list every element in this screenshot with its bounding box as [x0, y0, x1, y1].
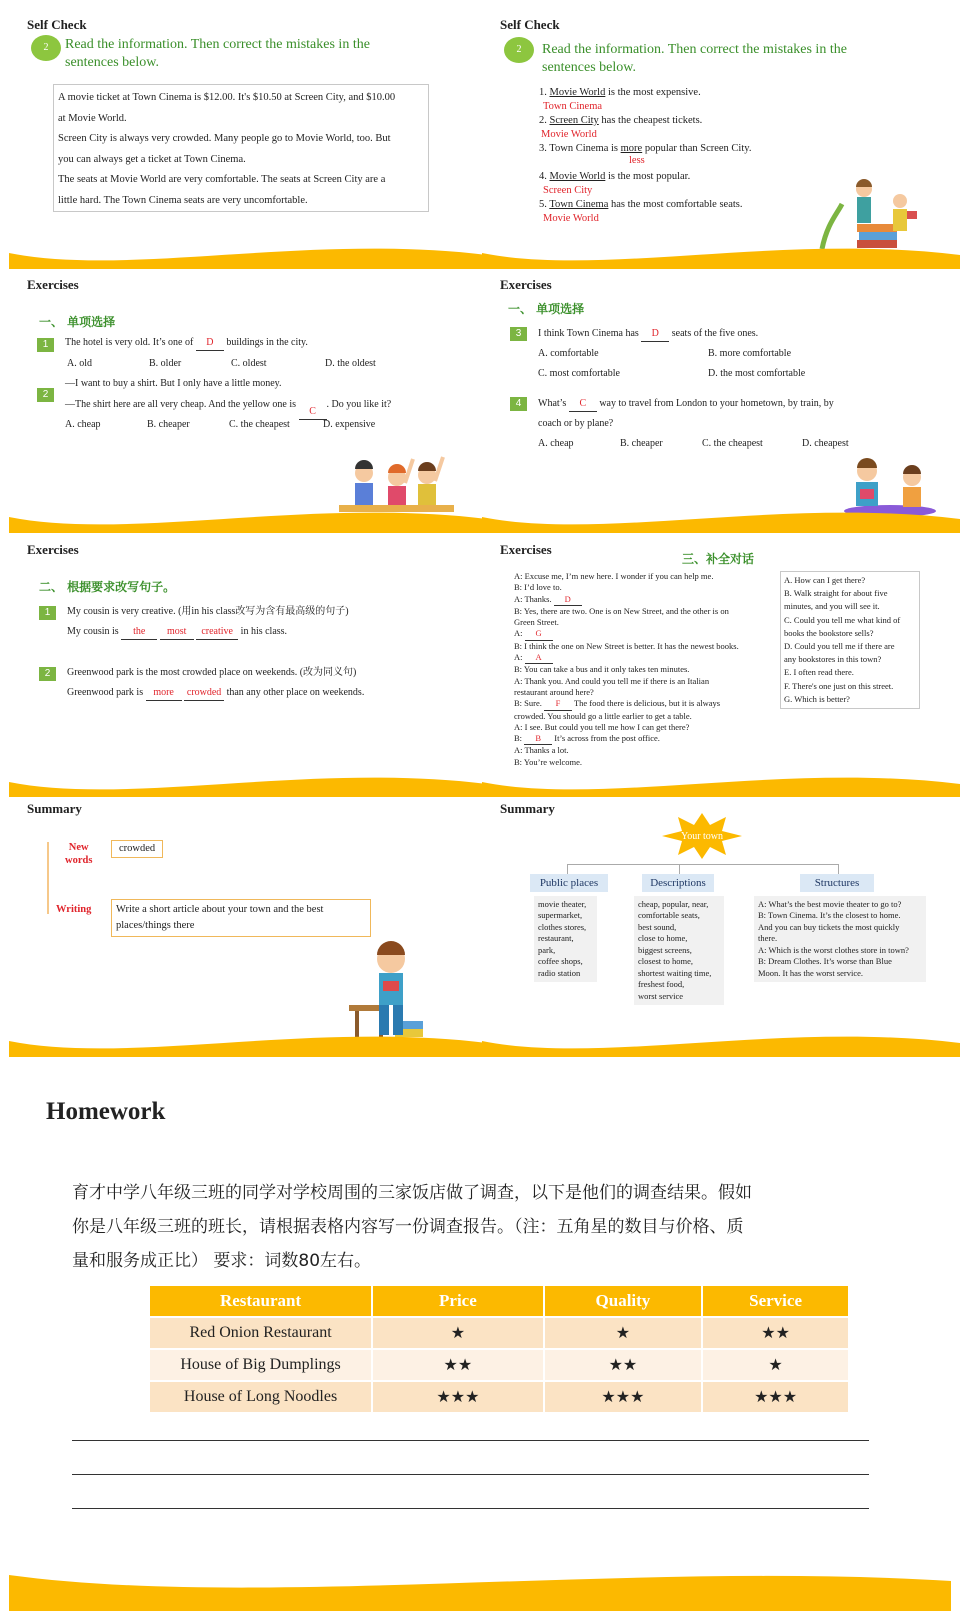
q3-option-b[interactable]: B. more comfortable [708, 348, 792, 359]
sentence-2: 2. Screen City has the cheapest tickets. [539, 115, 703, 126]
number-badge: 2 [504, 37, 534, 63]
slide-title: Self Check [27, 17, 87, 32]
q3-option-c[interactable]: C. most comfortable [538, 368, 620, 379]
fix-5: Movie World [543, 213, 599, 224]
new-words-label: New words [65, 842, 93, 866]
question-number-2: 2 [37, 388, 54, 402]
summary-item: coffee shops, [538, 956, 583, 967]
slide-title: Exercises [27, 277, 79, 292]
answer-line[interactable] [72, 1508, 869, 1509]
q4-option-d[interactable]: D. cheapest [802, 438, 849, 449]
answer-line[interactable] [72, 1474, 869, 1475]
writing-task: Write a short article about your town and the best places/things there [111, 899, 371, 937]
question-4: What’s C way to travel from London to your hometown, by train, by [538, 396, 834, 412]
table-row [150, 1317, 849, 1349]
wave-decoration [482, 239, 960, 269]
summary-item: best sound, [638, 921, 677, 932]
question-number-4: 4 [510, 397, 527, 411]
summary-item: clothes stores, [538, 921, 587, 932]
dialog-line: A: A [514, 652, 739, 664]
summary-item: freshest food, [638, 979, 685, 990]
section-heading: 三、补全对话 [682, 552, 755, 566]
q4-option-b[interactable]: B. cheaper [620, 438, 663, 449]
option-line: D. Could you tell me if there are [784, 641, 895, 652]
fix-1: Town Cinema [543, 101, 603, 112]
question-number-1: 1 [37, 338, 54, 352]
dialog-line: B: B It’s across from the post office. [514, 733, 739, 745]
summary-item: A: What’s the best movie theater to go to? [758, 899, 902, 909]
dialog-line: A: Excuse me, I’m new here. I wonder if you can help me. [514, 571, 714, 581]
dialog-line: B: Yes, there are two. One is on New Street, and the other is on [514, 605, 729, 616]
wave-decoration [9, 768, 487, 798]
summary-item: radio station [538, 967, 581, 978]
restaurant-name: Red Onion Restaurant [150, 1317, 372, 1349]
dialog-line: B: You can take a bus and it only takes ten minutes. [514, 664, 690, 675]
q1-option-b[interactable]: B. older [149, 358, 182, 369]
dialog [514, 571, 739, 768]
wave-decoration [482, 768, 960, 798]
question-2: Greenwood park is the most crowded place on weekends. (改为同义句) [67, 667, 357, 678]
dialog-line: A: Thanks. D [514, 594, 739, 606]
summary-item: restaurant, [538, 933, 574, 944]
option-line: E. I often read there. [784, 667, 854, 678]
q3-option-a[interactable]: A. comfortable [538, 348, 599, 359]
option-line: A. How can I get there? [784, 575, 866, 585]
restaurant-name: House of Big Dumplings [150, 1349, 372, 1381]
sentence-5: 5. Town Cinema has the most comfortable seats. [539, 199, 743, 210]
slide-summary-2 [482, 797, 960, 1057]
number-badge: 2 [31, 35, 61, 61]
wave-decoration [9, 503, 487, 533]
public-places-list [534, 896, 597, 982]
q4-option-a[interactable]: A. cheap [538, 438, 574, 449]
price-stars: ★★★ [372, 1381, 544, 1412]
option-line: minutes, and you will see it. [784, 601, 880, 612]
slide-exercises-1 [9, 273, 487, 533]
dialog-line: B: Sure. F The food there is delicious, but it is always [514, 698, 739, 710]
divider [47, 842, 49, 914]
dialog-line: crowded. You should go a little earlier to get a table. [514, 710, 692, 721]
q1-option-c[interactable]: C. oldest [231, 358, 267, 369]
wave-decoration [9, 239, 487, 269]
table-row [150, 1349, 849, 1381]
summary-item: movie theater, [538, 899, 587, 909]
summary-item: close to home, [638, 933, 688, 944]
section-heading: 一、 单项选择 [508, 302, 585, 316]
option-line: any bookstores in this town? [784, 654, 882, 665]
new-word-crowded: crowded [111, 840, 163, 858]
sentence-3: 3. Town Cinema is more popular than Screen City. [539, 143, 752, 154]
connector-mid [679, 864, 680, 874]
q2-option-a[interactable]: A. cheap [65, 419, 101, 430]
category-descriptions: Descriptions [642, 874, 714, 892]
header-service: Service [702, 1286, 849, 1317]
summary-item: closest to home, [638, 956, 694, 967]
wave-decoration [482, 1027, 960, 1057]
summary-item: biggest screens, [638, 944, 692, 955]
dialog-line: B: I think the one on New Street is better. It has the newest books. [514, 640, 739, 651]
options-list [784, 574, 900, 706]
dialog-line: Green Street. [514, 617, 559, 628]
answer-2: Greenwood park is more crowded than any other place on weekends. [67, 685, 364, 701]
fix-2: Movie World [541, 129, 597, 140]
dialog-answer: B [524, 733, 552, 745]
summary-item: comfortable seats, [638, 910, 700, 921]
header-quality: Quality [544, 1286, 702, 1317]
dialog-line: A: I see. But could you tell me how I can get there? [514, 721, 690, 732]
summary-item: And you can buy tickets the most quickly [758, 921, 900, 932]
q1-option-d[interactable]: D. the oldest [325, 358, 376, 369]
dialog-answer: A [525, 652, 553, 664]
writing-label: Writing [56, 904, 92, 915]
structures-list [754, 896, 926, 982]
section-heading: 一、 单项选择 [39, 315, 116, 329]
q2-option-c[interactable]: C. the cheapest [229, 419, 290, 430]
service-stars: ★★★ [702, 1381, 849, 1412]
dialog-answer: F [544, 698, 572, 710]
instruction: Read the information. Then correct the mistakes in the sentences below. [542, 42, 847, 76]
question-2-dialog: —I want to buy a shirt. But I only have a little money. [65, 378, 282, 389]
dialog-line: A: Thanks a lot. [514, 745, 569, 756]
section-heading: 二、 根据要求改写句子。 [39, 580, 176, 594]
price-stars: ★★ [372, 1349, 544, 1381]
service-stars: ★ [702, 1349, 849, 1381]
sentence-1: 1. Movie World is the most expensive. [539, 87, 701, 98]
slide-summary-1 [9, 797, 487, 1057]
slide-exercises-4 [482, 538, 960, 798]
summary-item: cheap, popular, near, [638, 899, 709, 909]
category-public-places: Public places [530, 874, 608, 892]
summary-item: shortest waiting time, [638, 967, 712, 978]
correction-list [539, 86, 751, 226]
question-number-1: 1 [39, 606, 56, 620]
question-number-2: 2 [39, 667, 56, 681]
slide-title: Exercises [500, 542, 552, 557]
homework-instructions: 育才中学八年级三班的同学对学校周围的三家饭店做了调查，以下是他们的调查结果。假如 你是八年级三班的班长，请根据表格内容写一份调查报告。（注：五角星的数目与价格、质 量和服务成正比） 要求：词数80左右。 [72, 1183, 752, 1271]
slide-title: Exercises [27, 542, 79, 557]
sentence-4: 4. Movie World is the most popular. [539, 171, 691, 182]
q1-option-a[interactable]: A. old [67, 358, 92, 369]
slide-title: Exercises [500, 277, 552, 292]
fix-4: Screen City [543, 185, 593, 196]
slide-self-check-1 [9, 9, 487, 269]
question-1: My cousin is very creative. (用in his class改写为含有最高级的句子) [67, 606, 349, 617]
passage-box [53, 84, 429, 212]
answer-1: My cousin is the most creative in his class. [67, 624, 287, 640]
passage-text: A movie ticket at Town Cinema is $12.00. It's $10.50 at Screen City, and $10.00 at Movie World. Screen City is always very crowded. Many people go to Movie World, too. But you can always get a ticket at Town Cinema. The seats at Movie World are very comfortable. The seats at Screen City are a little hard. The Town Cinema seats are very uncomfortable. [58, 92, 396, 206]
summary-item: A: Which is the worst clothes store in town? [758, 944, 909, 955]
dialog-line: restaurant around here? [514, 686, 594, 697]
header-restaurant: Restaurant [150, 1286, 372, 1317]
wave-decoration [482, 503, 960, 533]
dialog-answer: G [525, 628, 553, 640]
wave-decoration [9, 1027, 487, 1057]
question-1: The hotel is very old. It’s one of D buildings in the city. [65, 335, 308, 351]
option-line: G. Which is better? [784, 693, 850, 704]
header-price: Price [372, 1286, 544, 1317]
option-line: C. Could you tell me what kind of [784, 614, 901, 625]
dialog-line: B: You’re welcome. [514, 756, 582, 767]
slide-title: Summary [500, 801, 555, 816]
question-2: —The shirt here are all very cheap. And the yellow one is C. Do you like it? [65, 397, 391, 413]
slide-self-check-2 [482, 9, 960, 269]
option-line: B. Walk straight for about five [784, 588, 888, 599]
dialog-line: A: Thank you. And could you tell me if there is an Italian [514, 675, 710, 686]
service-stars: ★★ [702, 1317, 849, 1349]
quality-stars: ★★★ [544, 1381, 702, 1412]
fix-3: less [629, 155, 645, 166]
summary-item: B: Dream Clothes. It’s worse than Blue [758, 956, 892, 967]
table-row [150, 1381, 849, 1412]
summary-item: there. [758, 933, 778, 944]
question-4-line2: coach or by plane? [538, 418, 614, 429]
slide-exercises-2 [482, 273, 960, 533]
summary-item: park, [538, 944, 556, 955]
homework-title: Homework [46, 1098, 166, 1125]
summary-item: B: Town Cinema. It’s the closest to home. [758, 910, 901, 921]
summary-item: supermarket, [538, 910, 583, 921]
dialog-line: A: G [514, 628, 739, 640]
summary-item: Moon. It has the worst service. [758, 967, 864, 978]
question-3: I think Town Cinema has D seats of the five ones. [538, 326, 758, 342]
q4-option-c[interactable]: C. the cheapest [702, 438, 763, 449]
quality-stars: ★ [544, 1317, 702, 1349]
slide-title: Summary [27, 801, 82, 816]
dialog-line: B: I’d love to. [514, 582, 562, 593]
option-line: F. There's one just on this street. [784, 680, 894, 691]
summary-item: worst service [638, 990, 684, 1001]
answer-line[interactable] [72, 1440, 869, 1441]
dialog-answer: D [554, 594, 582, 606]
instruction: Read the information. Then correct the mistakes in the sentences below. [65, 37, 370, 71]
slide-exercises-3 [9, 538, 487, 798]
price-stars: ★ [372, 1317, 544, 1349]
q3-option-d[interactable]: D. the most comfortable [708, 368, 806, 379]
descriptions-list [634, 896, 724, 1005]
options-box [780, 571, 920, 709]
wave-decoration [9, 1565, 951, 1611]
center-topic: Your town [680, 831, 724, 842]
category-structures: Structures [800, 874, 874, 892]
option-line: books the bookstore sells? [784, 627, 874, 638]
restaurant-name: House of Long Noodles [150, 1381, 372, 1412]
q2-option-b[interactable]: B. cheaper [147, 419, 190, 430]
survey-table [150, 1286, 850, 1412]
slide-title: Self Check [500, 17, 560, 32]
q2-option-d[interactable]: D. expensive [323, 419, 376, 430]
question-number-3: 3 [510, 327, 527, 341]
quality-stars: ★★ [544, 1349, 702, 1381]
